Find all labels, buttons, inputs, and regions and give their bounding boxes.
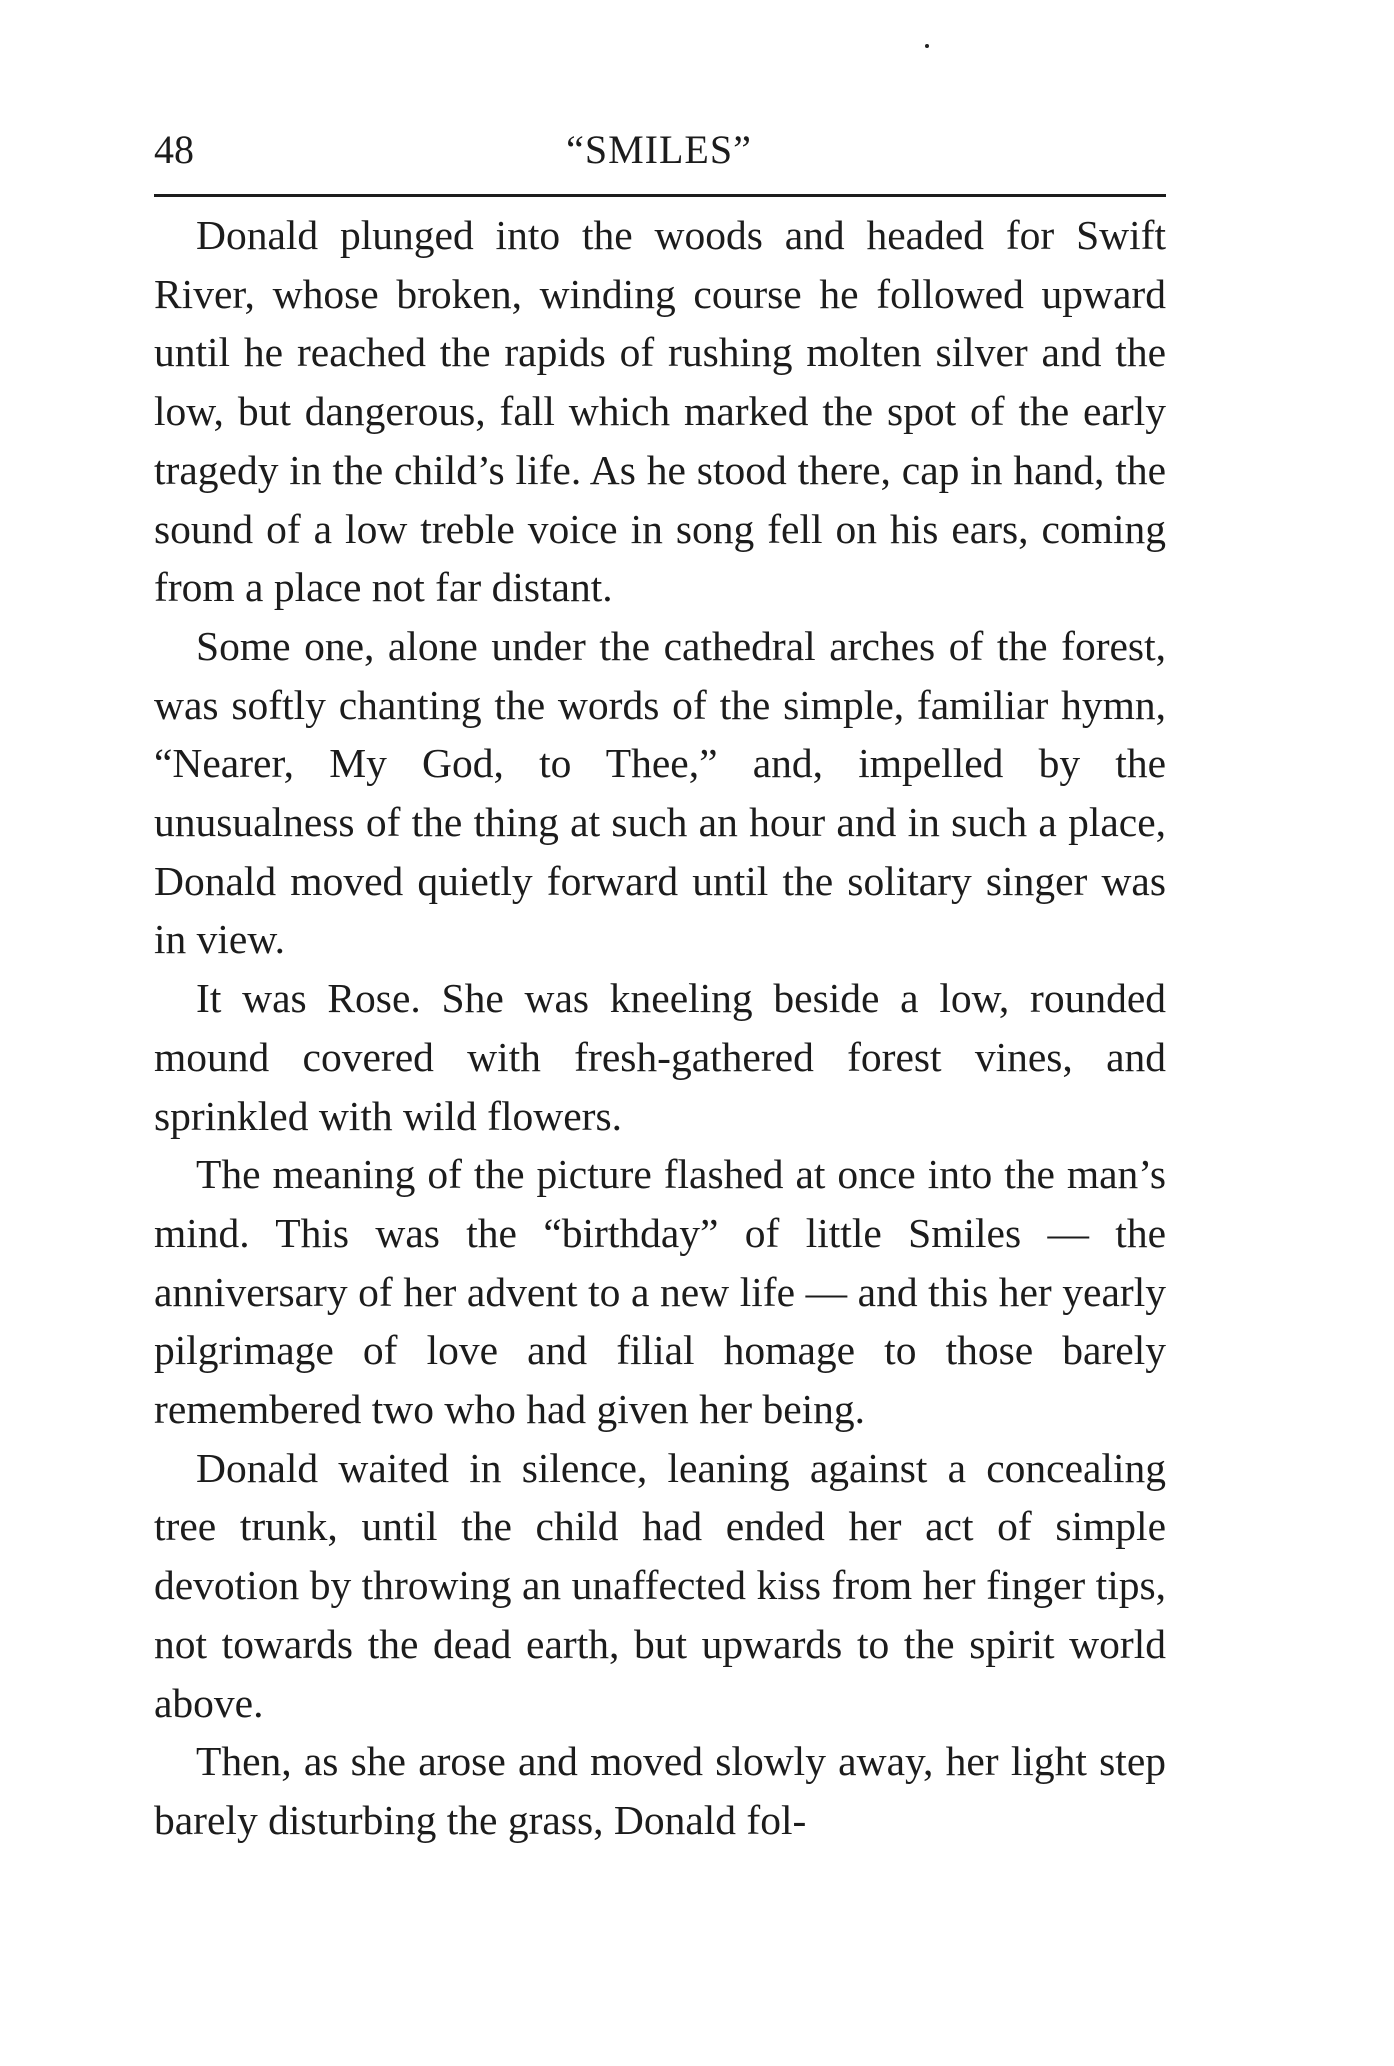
paragraph: The meaning of the picture flashed at once into the man’s mind. This was the “birthday” of little Smiles — the anniversary of her advent to a new life — and this her yearly pilgrimage of love and filial homage to those barely remembered two who had given her being. [154,1151,1166,1433]
paragraph: Donald plunged into the woods and headed for Swift River, whose broken, winding course he followed upward until he reached the rapids of rushing molten silver and the low, but dangerous, fall which marked the spot of the early tragedy in the child’s life. As he stood there, cap in hand, the sound of a low treble voice in song fell on his ears, coming from a place not far distant. [154,212,1166,611]
paragraph: Donald waited in silence, leaning against a concealing tree trunk, until the child had ended her act of simple devotion by throwing an unaffected kiss from her finger tips, not towards the dead earth, but upwards to the spirit world above. [154,1444,1166,1726]
paragraph: Then, as she arose and moved slowly away, her light step barely disturbing the grass, Donald fol- [154,1738,1166,1843]
page-number: 48 [154,127,194,172]
body-text [154,206,1166,1850]
running-head [154,118,1164,178]
paragraph: Some one, alone under the cathedral arches of the forest, was softly chanting the words of the simple, familiar hymn, “Nearer, My God, to Thee,” and, impelled by the unusualness of the thing at such an hour and in such a place, Donald moved quietly forward until the solitary singer was in view. [154,622,1166,963]
running-title: “SMILES” [566,127,752,172]
print-speck [925,44,929,48]
paragraph: It was Rose. She was kneeling beside a low, rounded mound covered with fresh-gathered forest vines, and sprinkled with wild flowers. [154,975,1166,1139]
header-rule [154,194,1166,197]
